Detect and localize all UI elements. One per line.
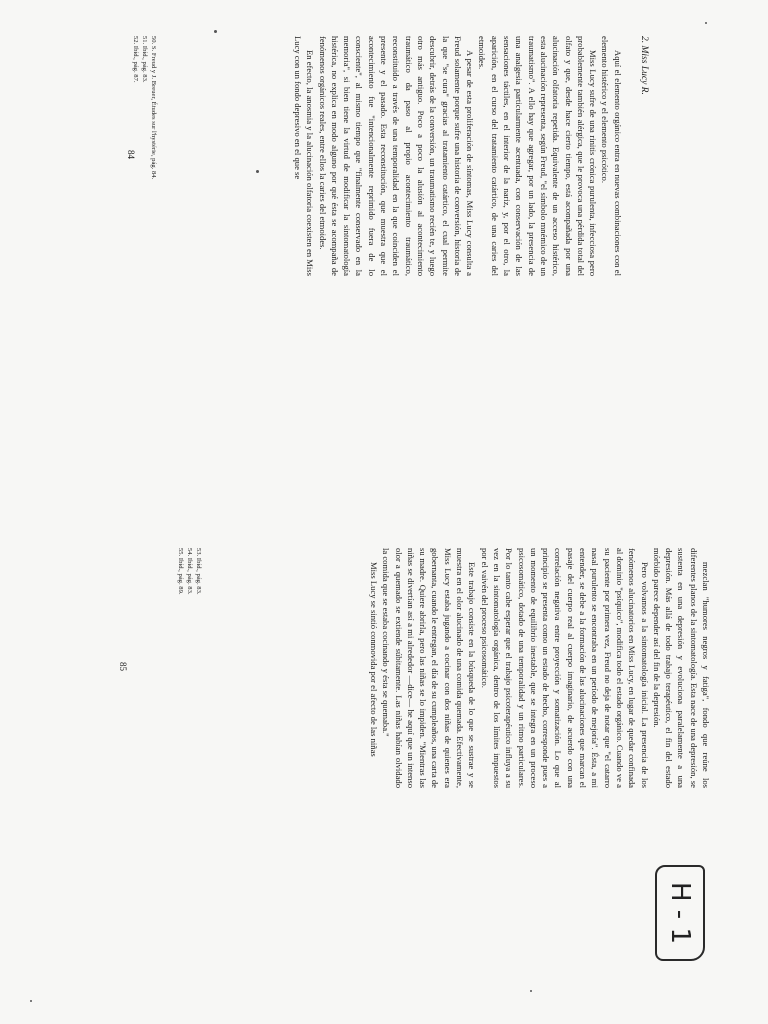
footnote: 52. Ibíd., pág. 87.	[132, 36, 139, 83]
page-number: 85	[118, 662, 128, 671]
page-85-footnotes	[176, 548, 203, 788]
paragraph: Miss Lucy se sintió conmovida por el afecto de las niñas	[368, 562, 379, 757]
paragraph: A pesar de esta proliferación de síntomas, Miss Lucy consulta a Freud solamente porque sufre una historia de conversión, historia de la que "se cura" gracias al tratamiento catártico, el cual permite descubrir, detrás de la conversión, un traumatismo recién te, y luego otro más antiguo. Poco a poco la alusión al acontecimiento traumático da paso al propio acontecimiento traumático, reconstituido a través de una temporalidad en la que coinciden el presente y el pasado. Esta reconstitución, que muestra que el acontecimiento fue "intencionalmente reprimido fuera de lo consciente", al mismo tiempo que "finalmente conservado en la memoria", si bien tiene la virtud de modificar la sintomatología histérica, no explica en modo alguno por qué ésta se acompaña de fenómenos orgánicos reales, entre ellos la caries del etmoides.	[317, 36, 476, 276]
handwritten-annotation: H - 1	[655, 865, 705, 961]
paragraph: Miss Lucy sufre de una rinitis crónica purulenta, infecciosa pero probablemente también alérgica, que le provoca una pérdida total del olfato y que, desde hace cierto tiempo, está acompañada por una alucinación olfatoria repetida. Equivalente de un acceso histérico, esta alucinación representa, según Freud, "el símbolo mnémico de un traumatismo". A ello hay que agregar, por un lado, la presencia de una analgesia particularmente acentuada, con conservación de las sensaciones táctiles, en el interior de la nariz, y, por el otro, la aparición, en el curso del tratamiento catártico, de una caries del etmoides.	[477, 36, 599, 276]
page-number: 84	[126, 150, 136, 159]
scan-speck	[30, 1000, 32, 1002]
paragraph: Aquí el elemento orgánico entra en nuevas combinaciones con el elemento histérico y el elemento psicótico.	[600, 36, 623, 276]
scan-speck	[214, 30, 217, 33]
scan-speck	[530, 990, 532, 992]
paragraph: Este trabajo consiste en la búsqueda de lo que se sustrae y se muestra en el olor alucinado de una comida quemada. Efectivamente, Miss Lucy estaba jugando a cocinar con dos niñas de quienes era gobernanta, cuando le entregan, el día de su cumpleaños, una carta de su madre. Quiere abrirla, pero las niñas se lo impiden. "Mientras las niñas se divertían así a mi alrededor —dice— he aquí que un intenso olor a quemado se extiende súbitamente. Las niñas habían olvidado la comida que se estaba cocinando y ésta se quemaba."	[381, 548, 478, 788]
footnote: 53. Ibíd., pág. 83.	[195, 548, 202, 595]
paragraph: En efecto, la anosmia y la alucinación olfatoria coexisten en Miss Lucy con un fondo depresivo en el que se	[292, 36, 316, 276]
page-85	[0, 512, 768, 1024]
footnote: 54. Ibíd., pág. 83.	[186, 548, 193, 595]
footnote: 55. Ibíd., pág. 89.	[177, 548, 184, 595]
page-85-body	[368, 548, 712, 788]
footnote: 51. Ibíd., pág. 83.	[141, 36, 148, 83]
scan-speck	[705, 22, 707, 24]
section-heading: 2. Miss Lucy R.	[639, 36, 649, 95]
page-84-body	[292, 36, 650, 276]
paragraph: mezclan "humores negros y fatiga", fondo que reúne los diferentes planos de la sintomatología. Esta nace de una depresión, se sustenta en una depresión y evoluciona paralelamente a una depresión. Más allá de todo trabajo terapéutico, el fin del estado mórbido parece depender así del fin de la depresión.	[651, 548, 711, 788]
paragraph: Pero volvamos a la sintomatología inicial. La presencia de los fenómenos alucinatorios en Miss Lucy, en lugar de quedar confinada al dominio "psíquico", modifica todo el estado orgánico. Cuando ve a su paciente por primera vez, Freud no deja de notar que "el catarro nasal purulento se encontraba en un período de mejoría". Ésta, a mi entender, se debe a la formación de las alucinaciones que marcan el pasaje del cuerpo real al cuerpo imaginario, de acuerdo con una correlación negativa entre proyección y somatización. Lo que al principio se presenta como un estado de hecho, corresponde pues a un momento de equilibrio inestable, que se integra en un proceso psicosomático, dotado de una temporalidad y un ritmo particulares. Por lo tanto cabe esperar que el trabajo psicoterapéutico influya a su vez en la sintomatología orgánica, dentro de los límites impuestos por el vaivén del proceso psicosomático.	[479, 548, 650, 788]
scan-speck	[256, 170, 259, 173]
footnote: 50. S. Freud y J. Breuer, Études sur l'hystérie, pág. 84.	[150, 36, 157, 180]
